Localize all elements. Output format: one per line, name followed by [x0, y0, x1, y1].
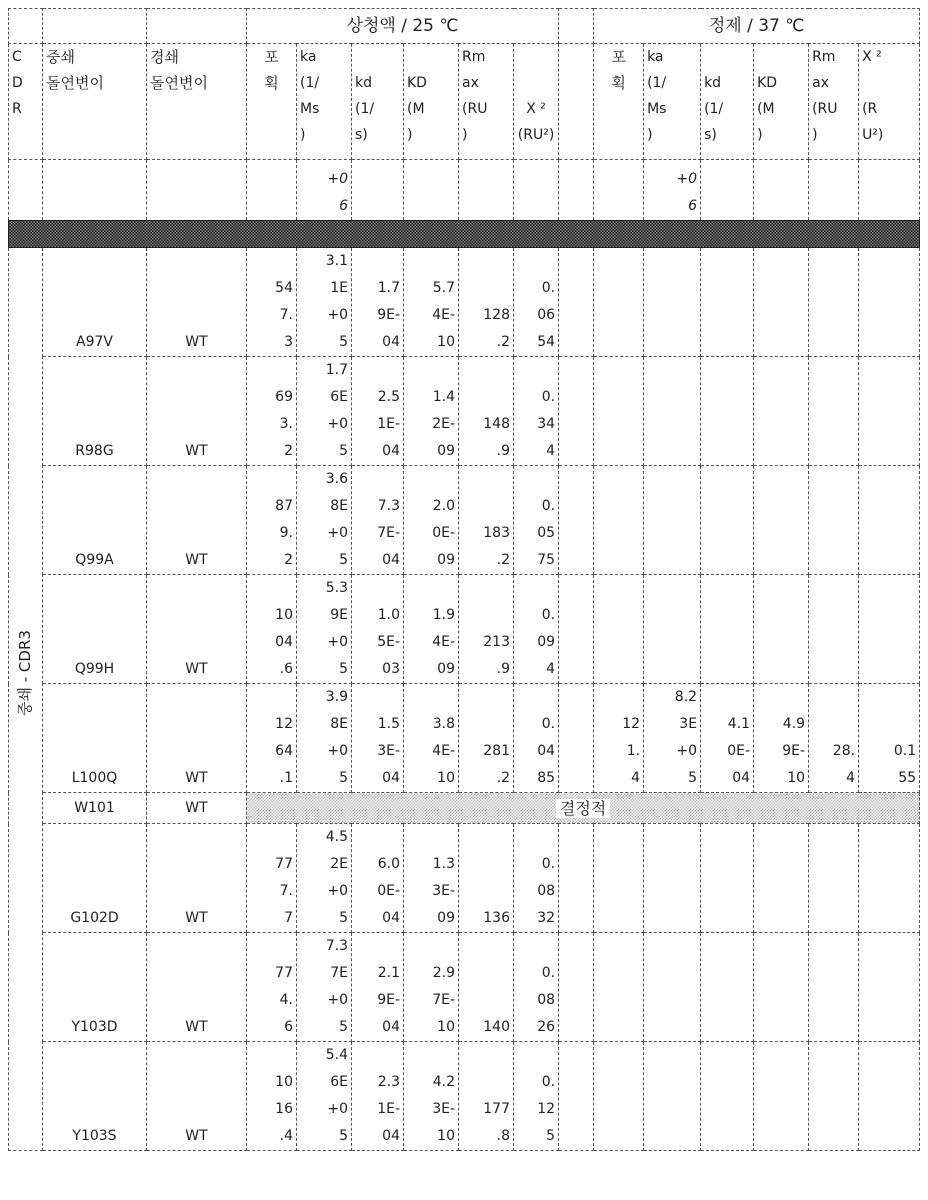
supernatant-value: 1.4 2E- 09	[404, 357, 459, 466]
purified-value	[859, 575, 920, 684]
supernatant-value: 5.7 4E- 10	[404, 248, 459, 357]
supernatant-25c-header: 상청액 / 25 ℃	[247, 9, 559, 44]
purified-value	[644, 1042, 701, 1151]
supernatant-value: 281 .2	[459, 684, 514, 793]
table-row	[9, 824, 920, 933]
binding-kinetics-table	[8, 8, 920, 1151]
purified-value	[644, 575, 701, 684]
purified-value	[594, 357, 644, 466]
supernatant-value: 0. 12 5	[514, 1042, 559, 1151]
purified-value	[701, 575, 754, 684]
supernatant-value: 12 64 .1	[247, 684, 297, 793]
supernatant-value: 0. 08 26	[514, 933, 559, 1042]
purified-value	[701, 1042, 754, 1151]
purified-value	[859, 824, 920, 933]
purified-value	[754, 933, 809, 1042]
purified-value	[859, 933, 920, 1042]
purified-value	[754, 1042, 809, 1151]
supernatant-value: 69 3. 2	[247, 357, 297, 466]
table-row	[9, 793, 920, 824]
purified-value	[644, 933, 701, 1042]
purified-value	[754, 466, 809, 575]
supernatant-value: 177 .8	[459, 1042, 514, 1151]
purified-value	[809, 933, 859, 1042]
col-KD: KD (M )	[404, 44, 459, 160]
table-row	[9, 1042, 920, 1151]
unit-row	[9, 160, 920, 221]
table-row	[9, 575, 920, 684]
purified-value	[754, 248, 809, 357]
col-chi2: X ² (RU²)	[514, 44, 559, 160]
header-group-row	[9, 9, 920, 44]
supernatant-value: 10 16 .4	[247, 1042, 297, 1151]
col-kd-37: kd (1/ s)	[701, 44, 754, 160]
cdr-label	[9, 248, 43, 1151]
purified-37c-header: 정제 / 37 ℃	[594, 9, 920, 44]
supernatant-value: 0. 04 85	[514, 684, 559, 793]
purified-value	[809, 357, 859, 466]
purified-value	[644, 824, 701, 933]
heavy-chain-mutation: Q99H	[43, 575, 147, 684]
table-row	[9, 684, 920, 793]
col-ka: ka (1/ Ms )	[297, 44, 352, 160]
col-kd: kd (1/ s)	[352, 44, 404, 160]
supernatant-value: 54 7. 3	[247, 248, 297, 357]
purified-value	[701, 466, 754, 575]
supernatant-value: 1.9 4E- 09	[404, 575, 459, 684]
purified-value: 8.2 3E +0 5	[644, 684, 701, 793]
col-capture-37: 포 획	[594, 44, 644, 160]
col-chi2-37: X ² (R U²)	[859, 44, 920, 160]
purified-value	[859, 357, 920, 466]
supernatant-value: 0. 08 32	[514, 824, 559, 933]
supernatant-value: 77 4. 6	[247, 933, 297, 1042]
purified-value: 4.9 9E- 10	[754, 684, 809, 793]
section-divider	[9, 221, 920, 248]
supernatant-value: 148 .9	[459, 357, 514, 466]
col-KD-37: KD (M )	[754, 44, 809, 160]
purified-value	[809, 1042, 859, 1151]
purified-value	[594, 1042, 644, 1151]
supernatant-value: 1.0 5E- 03	[352, 575, 404, 684]
table-row	[9, 933, 920, 1042]
supernatant-value: 4.5 2E +0 5	[297, 824, 352, 933]
supernatant-value: 3.1 1E +0 5	[297, 248, 352, 357]
ka-unit: +0 6	[297, 160, 352, 221]
supernatant-value: 2.3 1E- 04	[352, 1042, 404, 1151]
column-header-row	[9, 44, 920, 160]
supernatant-value: 4.2 3E- 10	[404, 1042, 459, 1151]
purified-value	[809, 575, 859, 684]
purified-value	[594, 933, 644, 1042]
supernatant-value: 213 .9	[459, 575, 514, 684]
light-chain-mutation: WT	[147, 933, 247, 1042]
supernatant-value: 0. 05 75	[514, 466, 559, 575]
purified-value	[644, 357, 701, 466]
heavy-chain-mutation: G102D	[43, 824, 147, 933]
supernatant-value: 2.9 7E- 10	[404, 933, 459, 1042]
col-light-chain-mutation: 경쇄 돌연변이	[147, 44, 247, 160]
critical-label: 결정적	[556, 799, 610, 818]
supernatant-value: 7.3 7E- 04	[352, 466, 404, 575]
purified-value	[594, 575, 644, 684]
supernatant-value: 0. 09 4	[514, 575, 559, 684]
supernatant-value: 136	[459, 824, 514, 933]
col-heavy-chain-mutation: 중쇄 돌연변이	[43, 44, 147, 160]
supernatant-value: 2.1 9E- 04	[352, 933, 404, 1042]
purified-value	[859, 1042, 920, 1151]
col-cdr: C D R	[9, 44, 43, 160]
heavy-chain-mutation: R98G	[43, 357, 147, 466]
supernatant-value: 3.8 4E- 10	[404, 684, 459, 793]
purified-value: 28. 4	[809, 684, 859, 793]
purified-value	[754, 357, 809, 466]
supernatant-value: 10 04 .6	[247, 575, 297, 684]
heavy-chain-mutation: Y103S	[43, 1042, 147, 1151]
critical-cell	[247, 793, 920, 824]
col-rmax-37: Rm ax (RU )	[809, 44, 859, 160]
supernatant-value: 0. 06 54	[514, 248, 559, 357]
supernatant-value: 6.0 0E- 04	[352, 824, 404, 933]
heavy-chain-mutation: W101	[43, 793, 147, 824]
purified-value	[859, 466, 920, 575]
supernatant-value: 2.0 0E- 09	[404, 466, 459, 575]
supernatant-value: 2.5 1E- 04	[352, 357, 404, 466]
supernatant-value: 87 9. 2	[247, 466, 297, 575]
heavy-chain-mutation: Q99A	[43, 466, 147, 575]
light-chain-mutation: WT	[147, 575, 247, 684]
supernatant-value: 1.3 3E- 09	[404, 824, 459, 933]
supernatant-value: 5.4 6E +0 5	[297, 1042, 352, 1151]
light-chain-mutation: WT	[147, 357, 247, 466]
cdr-label-text: 중쇄 - CDR3	[12, 683, 39, 716]
col-ka-37: ka (1/ Ms )	[644, 44, 701, 160]
supernatant-value: 128 .2	[459, 248, 514, 357]
purified-value	[754, 824, 809, 933]
supernatant-value: 3.9 8E +0 5	[297, 684, 352, 793]
purified-value	[701, 248, 754, 357]
supernatant-value: 183 .2	[459, 466, 514, 575]
purified-value	[809, 466, 859, 575]
col-rmax: Rm ax (RU )	[459, 44, 514, 160]
purified-value: 12 1. 4	[594, 684, 644, 793]
supernatant-value: 1.7 9E- 04	[352, 248, 404, 357]
light-chain-mutation: WT	[147, 466, 247, 575]
purified-value	[594, 248, 644, 357]
supernatant-value: 140	[459, 933, 514, 1042]
purified-value	[594, 466, 644, 575]
light-chain-mutation: WT	[147, 793, 247, 824]
table-row	[9, 248, 920, 357]
purified-value	[594, 824, 644, 933]
supernatant-value: 1.7 6E +0 5	[297, 357, 352, 466]
light-chain-mutation: WT	[147, 684, 247, 793]
purified-value	[754, 575, 809, 684]
purified-value	[701, 933, 754, 1042]
supernatant-value: 0. 34 4	[514, 357, 559, 466]
purified-value: 0.1 55	[859, 684, 920, 793]
supernatant-value: 7.3 7E +0 5	[297, 933, 352, 1042]
light-chain-mutation: WT	[147, 1042, 247, 1151]
supernatant-value: 1.5 3E- 04	[352, 684, 404, 793]
col-capture: 포 획	[247, 44, 297, 160]
supernatant-value: 5.3 9E +0 5	[297, 575, 352, 684]
purified-value	[809, 824, 859, 933]
purified-value	[809, 248, 859, 357]
heavy-chain-mutation: Y103D	[43, 933, 147, 1042]
light-chain-mutation: WT	[147, 248, 247, 357]
supernatant-value: 77 7. 7	[247, 824, 297, 933]
light-chain-mutation: WT	[147, 824, 247, 933]
heavy-chain-mutation: L100Q	[43, 684, 147, 793]
purified-value	[701, 824, 754, 933]
table-row	[9, 357, 920, 466]
supernatant-value: 3.6 8E +0 5	[297, 466, 352, 575]
purified-value: 4.1 0E- 04	[701, 684, 754, 793]
purified-value	[859, 248, 920, 357]
table-row	[9, 466, 920, 575]
ka-unit-37: +0 6	[644, 160, 701, 221]
purified-value	[701, 357, 754, 466]
purified-value	[644, 466, 701, 575]
purified-value	[644, 248, 701, 357]
heavy-chain-mutation: A97V	[43, 248, 147, 357]
